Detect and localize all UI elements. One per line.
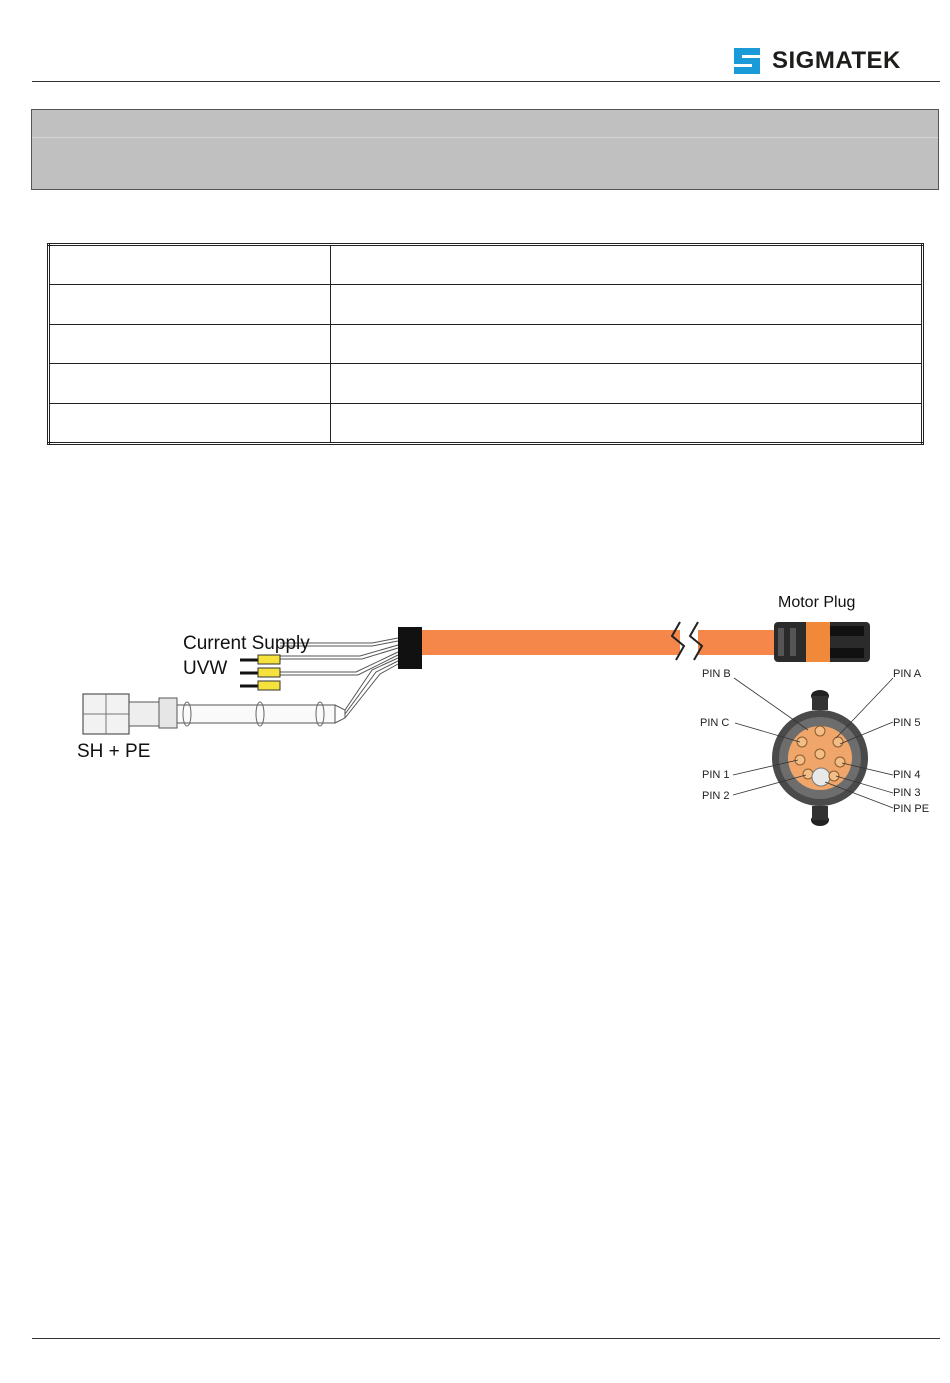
footer-rule [32,1338,940,1339]
label-pin-5: PIN 5 [893,717,921,729]
label-motor-plug: Motor Plug [778,594,856,611]
banner-divider [32,137,938,138]
label-pin-a: PIN A [893,668,922,680]
table-cell-value [331,285,923,324]
title-banner [31,109,939,190]
header-rule [32,81,940,82]
table-cell-label [49,403,331,443]
orange-cable-end [698,630,774,655]
table-cell-value [331,324,923,363]
table-row [49,245,923,285]
brand-name: SIGMATEK [772,47,901,74]
label-pin-1: PIN 1 [702,769,730,781]
label-pin-2: PIN 2 [702,790,730,802]
motor-plug [774,622,870,662]
label-pin-3: PIN 3 [893,787,921,799]
connector-face [772,690,868,826]
spec-table [47,243,924,445]
table-row [49,324,923,363]
label-pin-c: PIN C [700,717,730,729]
label-sh-pe: SH + PE [77,741,151,762]
label-current-supply: Current Supply [183,633,310,654]
label-pin-b: PIN B [702,668,731,680]
label-uvw: UVW [183,658,228,679]
table-row [49,364,923,403]
table-cell-label [49,324,331,363]
orange-cable [422,630,680,655]
label-pin-4: PIN 4 [893,769,921,781]
table-row [49,403,923,443]
table-cell-label [49,285,331,324]
sh-pe-connector [83,694,345,734]
table-cell-value [331,403,923,443]
table-cell-label [49,364,331,403]
table-cell-value [331,364,923,403]
table-row [49,285,923,324]
cable-sleeve [398,627,422,669]
label-pin-pe: PIN PE [893,803,930,815]
uvw-ferrules [240,655,280,690]
table-cell-value [331,245,923,285]
brand-logo [730,44,901,78]
cable-diagram [0,560,950,840]
table-cell-label [49,245,331,285]
sigmatek-s-logo-icon [730,44,764,78]
